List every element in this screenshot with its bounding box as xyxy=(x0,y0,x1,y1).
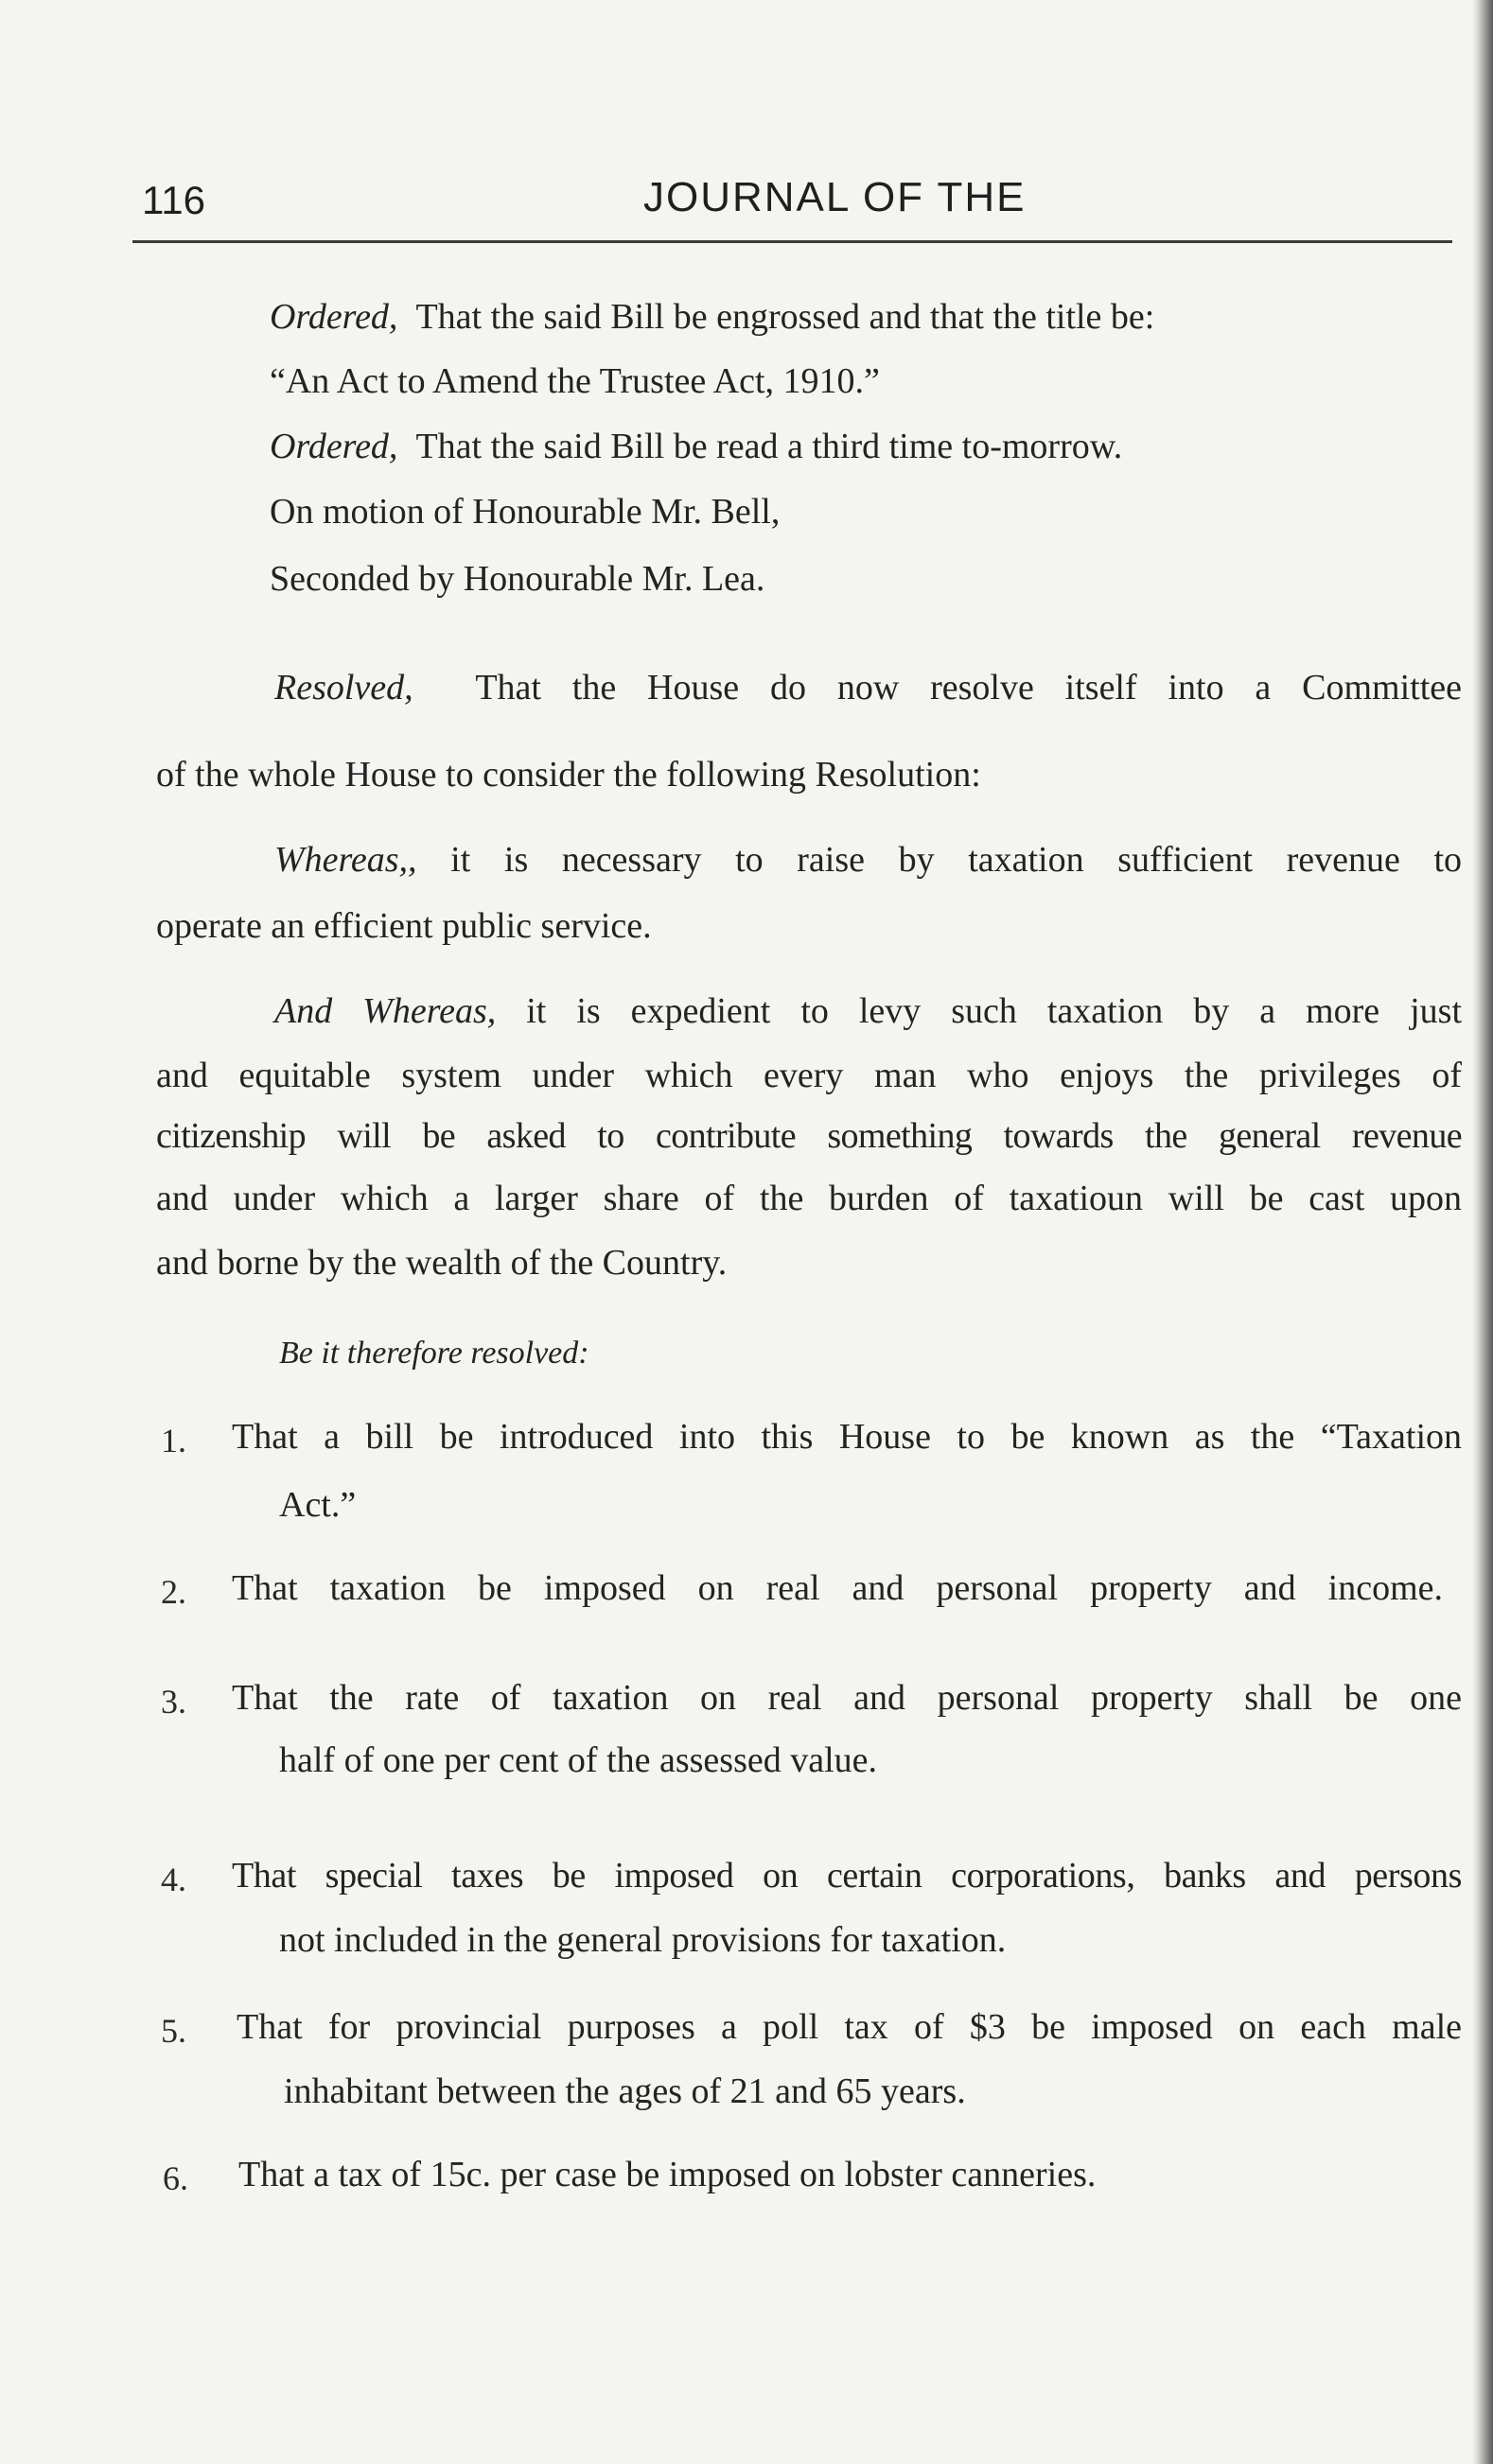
running-head: JOURNAL OF THE xyxy=(643,174,1027,220)
resolved-line-1 xyxy=(274,666,1462,709)
whereas-2-line-2: and equitable system under which every man who enjoys the privileges of xyxy=(156,1056,1462,1095)
ordered-paragraph-1 xyxy=(270,295,1154,339)
resolution-text-line-1: That a bill be introduced into this House to be known as the “Taxation xyxy=(232,1417,1462,1457)
ordered-lead: Ordered, xyxy=(270,297,398,337)
whereas-text: it is necessary to raise by taxation sufficient revenue to xyxy=(450,840,1463,880)
resolution-number: 2. xyxy=(161,1573,186,1611)
header-rule xyxy=(132,240,1452,243)
page-edge xyxy=(1478,0,1493,2464)
be-it-resolved-heading: Be it therefore resolved: xyxy=(279,1336,589,1371)
resolution-text-line-1: That a tax of 15c. per case be imposed on lobster canneries. xyxy=(238,2155,1097,2194)
resolved-text: That the House do now resolve itself into a Committee xyxy=(475,668,1462,708)
seconded-line: Seconded by Honourable Mr. Lea. xyxy=(270,559,765,599)
whereas-2-line-4: and under which a larger share of the burden of taxatioun will be cast upon xyxy=(156,1179,1462,1218)
whereas-1-line-1 xyxy=(274,838,1462,882)
resolved-lead: Resolved, xyxy=(274,668,413,708)
ordered-text: That the said Bill be engrossed and that the title be: xyxy=(415,297,1155,337)
whereas-2-line-1 xyxy=(274,989,1462,1033)
resolution-text-line-2: inhabitant between the ages of 21 and 65 years. xyxy=(284,2071,966,2111)
ordered-paragraph-2 xyxy=(270,425,1122,468)
resolved-line-2: of the whole House to consider the following Resolution: xyxy=(156,755,981,795)
resolution-text-line-1: That the rate of taxation on real and personal property shall be one xyxy=(232,1678,1462,1718)
whereas-text: it is expedient to levy such taxation by a more just xyxy=(526,991,1463,1031)
page-header xyxy=(142,170,1448,246)
whereas-lead: Whereas,, xyxy=(274,840,417,880)
whereas-2-line-3: citizenship will be asked to contribute something towards the general revenue xyxy=(156,1116,1462,1156)
resolution-number: 6. xyxy=(163,2159,188,2197)
resolution-number: 1. xyxy=(161,1422,186,1459)
ordered-text: That the said Bill be read a third time to-morrow. xyxy=(415,427,1123,466)
page-number: 116 xyxy=(142,178,205,222)
whereas-lead: And Whereas, xyxy=(274,991,497,1031)
whereas-2-line-5: and borne by the wealth of the Country. xyxy=(156,1243,728,1283)
resolution-text-line-2: Act.” xyxy=(279,1485,357,1525)
resolution-number: 4. xyxy=(161,1861,186,1898)
ordered-lead: Ordered, xyxy=(270,427,398,466)
resolution-text-line-2: not included in the general provisions for taxation. xyxy=(279,1920,1007,1960)
whereas-1-line-2: operate an efficient public service. xyxy=(156,906,652,946)
act-title-line: “An Act to Amend the Trustee Act, 1910.” xyxy=(270,361,880,401)
resolution-text-line-1: That special taxes be imposed on certain corporations, banks and persons xyxy=(232,1856,1462,1896)
resolution-text-line-2: half of one per cent of the assessed value. xyxy=(279,1740,878,1780)
resolution-number: 5. xyxy=(161,2012,186,2050)
resolution-number: 3. xyxy=(161,1683,186,1721)
resolution-text-line-1: That for provincial purposes a poll tax of $3 be imposed on each male xyxy=(237,2007,1462,2047)
resolution-text-line-1: That taxation be imposed on real and personal property and income. xyxy=(232,1568,1443,1608)
motion-line: On motion of Honourable Mr. Bell, xyxy=(270,492,781,532)
